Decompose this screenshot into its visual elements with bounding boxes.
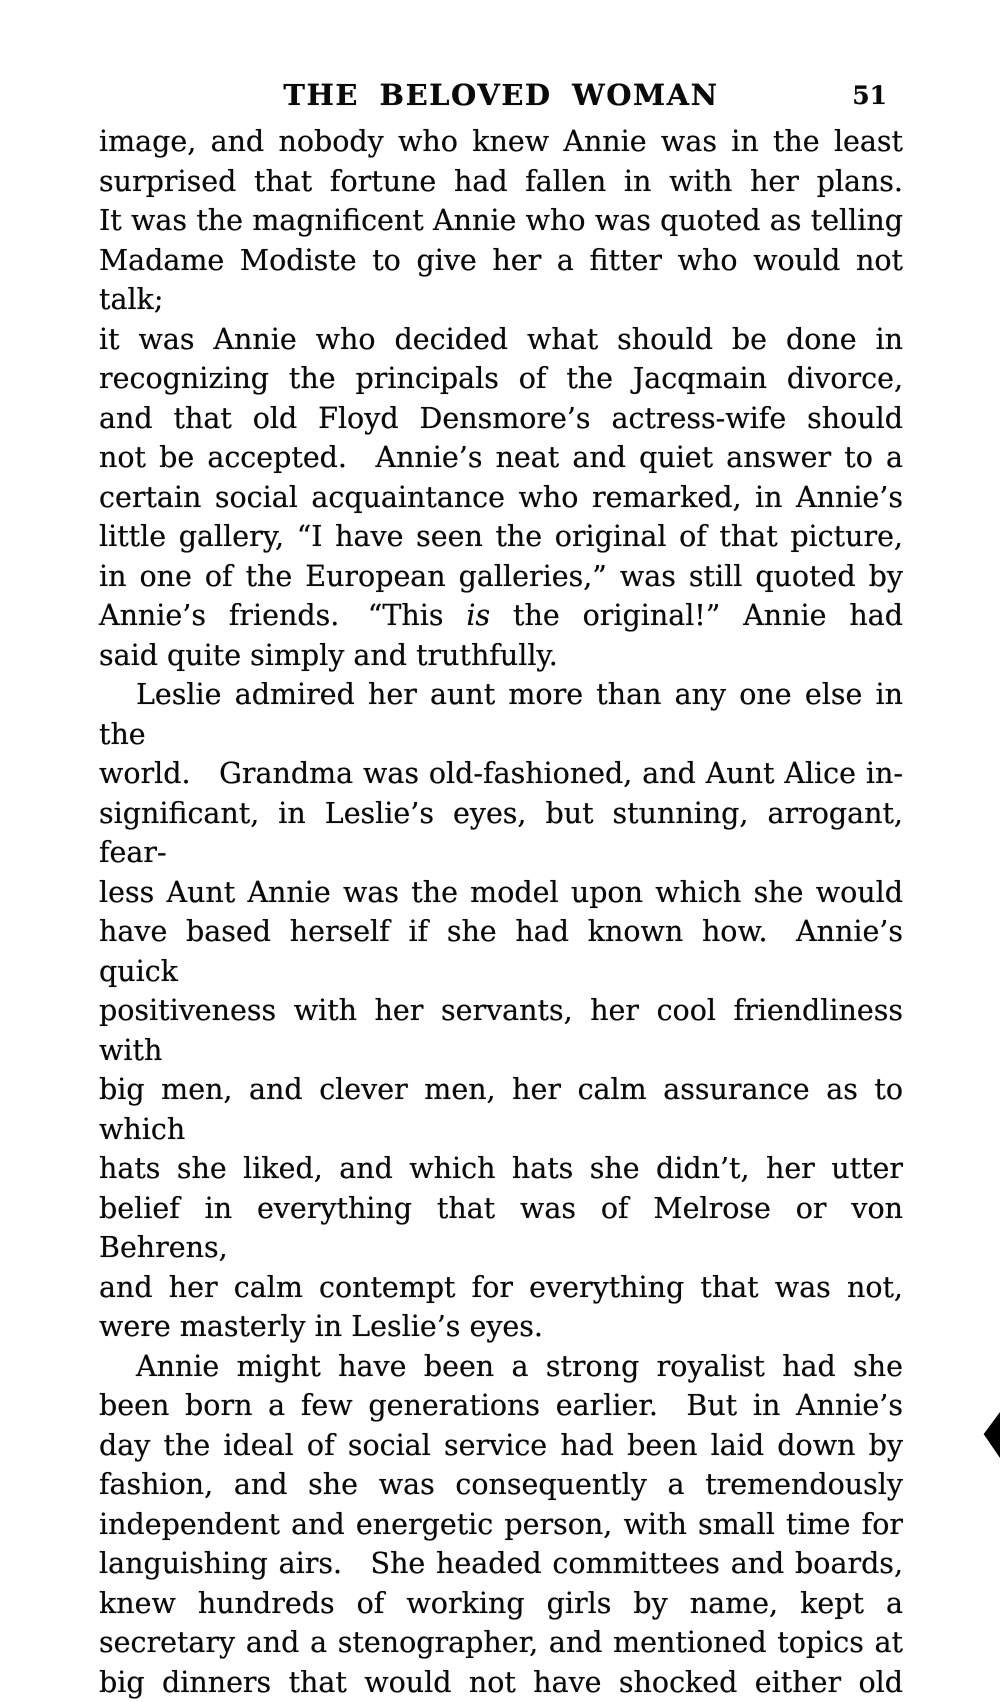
text-line xyxy=(99,517,903,557)
scan-artifact-mark xyxy=(981,1412,1000,1458)
text-line xyxy=(99,1505,903,1545)
text-segment: secretary and a stenographer, and mentioned topics at xyxy=(99,1626,903,1659)
text-line xyxy=(99,1189,903,1268)
text-line xyxy=(99,1307,903,1347)
text-segment: surprised that fortune had fallen in with her plans. xyxy=(99,165,903,198)
text-line xyxy=(99,1386,903,1426)
text-segment: world. Grandma was old-fashioned, and Aunt Alice in- xyxy=(99,757,903,790)
text-segment: It was the magnificent Annie who was quoted as telling xyxy=(99,204,903,237)
text-line xyxy=(99,122,903,162)
text-line xyxy=(99,399,903,439)
text-line xyxy=(99,1623,903,1663)
text-segment: Annie’s friends. “This xyxy=(99,599,466,632)
text-line xyxy=(99,1426,903,1466)
text-line xyxy=(99,675,903,754)
text-segment: it was Annie who decided what should be done in xyxy=(99,323,903,356)
text-line xyxy=(99,912,903,991)
text-segment: and her calm contempt for everything that was not, xyxy=(99,1271,903,1304)
body-text xyxy=(99,122,903,1702)
text-line xyxy=(99,596,903,636)
text-line xyxy=(99,1465,903,1505)
text-segment: less Aunt Annie was the model upon which she would xyxy=(99,876,903,909)
text-segment: fashion, and she was consequently a tremendously xyxy=(99,1468,903,1501)
text-line xyxy=(99,162,903,202)
italic-text: is xyxy=(466,599,490,632)
text-line xyxy=(99,557,903,597)
text-segment: certain social acquaintance who remarked, in Annie’s xyxy=(99,481,903,514)
text-segment: said quite simply and truthfully. xyxy=(99,639,558,672)
text-segment: big dinners that would not have shocked either old xyxy=(99,1666,903,1699)
text-segment: in one of the European galleries,” was still quoted by xyxy=(99,560,903,593)
page-title: THE BELOVED WOMAN xyxy=(99,78,903,112)
page-number: 51 xyxy=(852,81,887,110)
text-line xyxy=(99,1663,903,1702)
text-line xyxy=(99,636,903,676)
text-segment: have based herself if she had known how. Annie’s quick xyxy=(99,915,903,988)
text-segment: languishing airs. She headed committees and boards, xyxy=(99,1547,903,1580)
text-segment: Annie might have been a strong royalist had she xyxy=(136,1350,903,1383)
text-segment: little gallery, “I have seen the original of that picture, xyxy=(99,520,903,553)
text-line xyxy=(99,438,903,478)
text-line xyxy=(99,201,903,241)
text-line xyxy=(99,1584,903,1624)
text-segment: positiveness with her servants, her cool friendliness with xyxy=(99,994,903,1067)
text-segment: independent and energetic person, with small time for xyxy=(99,1508,903,1541)
text-segment: been born a few generations earlier. But in Annie’s xyxy=(99,1389,903,1422)
text-segment: big men, and clever men, her calm assurance as to which xyxy=(99,1073,903,1146)
text-line xyxy=(99,873,903,913)
text-segment: significant, in Leslie’s eyes, but stunning, arrogant, fear- xyxy=(99,797,903,870)
text-segment: not be accepted. Annie’s neat and quiet answer to a xyxy=(99,441,903,474)
text-line xyxy=(99,794,903,873)
text-line xyxy=(99,478,903,518)
text-segment: the original!” Annie had xyxy=(490,599,903,632)
text-segment: knew hundreds of working girls by name, kept a xyxy=(99,1587,903,1620)
text-line xyxy=(99,754,903,794)
text-segment: image, and nobody who knew Annie was in the least xyxy=(99,125,903,158)
text-line xyxy=(99,241,903,320)
text-line xyxy=(99,1149,903,1189)
text-segment: were masterly in Leslie’s eyes. xyxy=(99,1310,543,1343)
text-segment: Madame Modiste to give her a fitter who would not talk; xyxy=(99,244,903,317)
text-line xyxy=(99,320,903,360)
text-segment: Leslie admired her aunt more than any one else in the xyxy=(99,678,903,751)
text-line xyxy=(99,1544,903,1584)
running-head xyxy=(99,78,903,112)
text-line xyxy=(99,1347,903,1387)
text-segment: belief in everything that was of Melrose or von Behrens, xyxy=(99,1192,903,1265)
text-line xyxy=(99,991,903,1070)
text-line xyxy=(99,1070,903,1149)
text-line xyxy=(99,359,903,399)
text-segment: and that old Floyd Densmore’s actress-wife should xyxy=(99,402,903,435)
text-line xyxy=(99,1268,903,1308)
text-segment: hats she liked, and which hats she didn’t, her utter xyxy=(99,1152,903,1185)
text-segment: recognizing the principals of the Jacqmain divorce, xyxy=(99,362,903,395)
text-segment: day the ideal of social service had been laid down by xyxy=(99,1429,903,1462)
